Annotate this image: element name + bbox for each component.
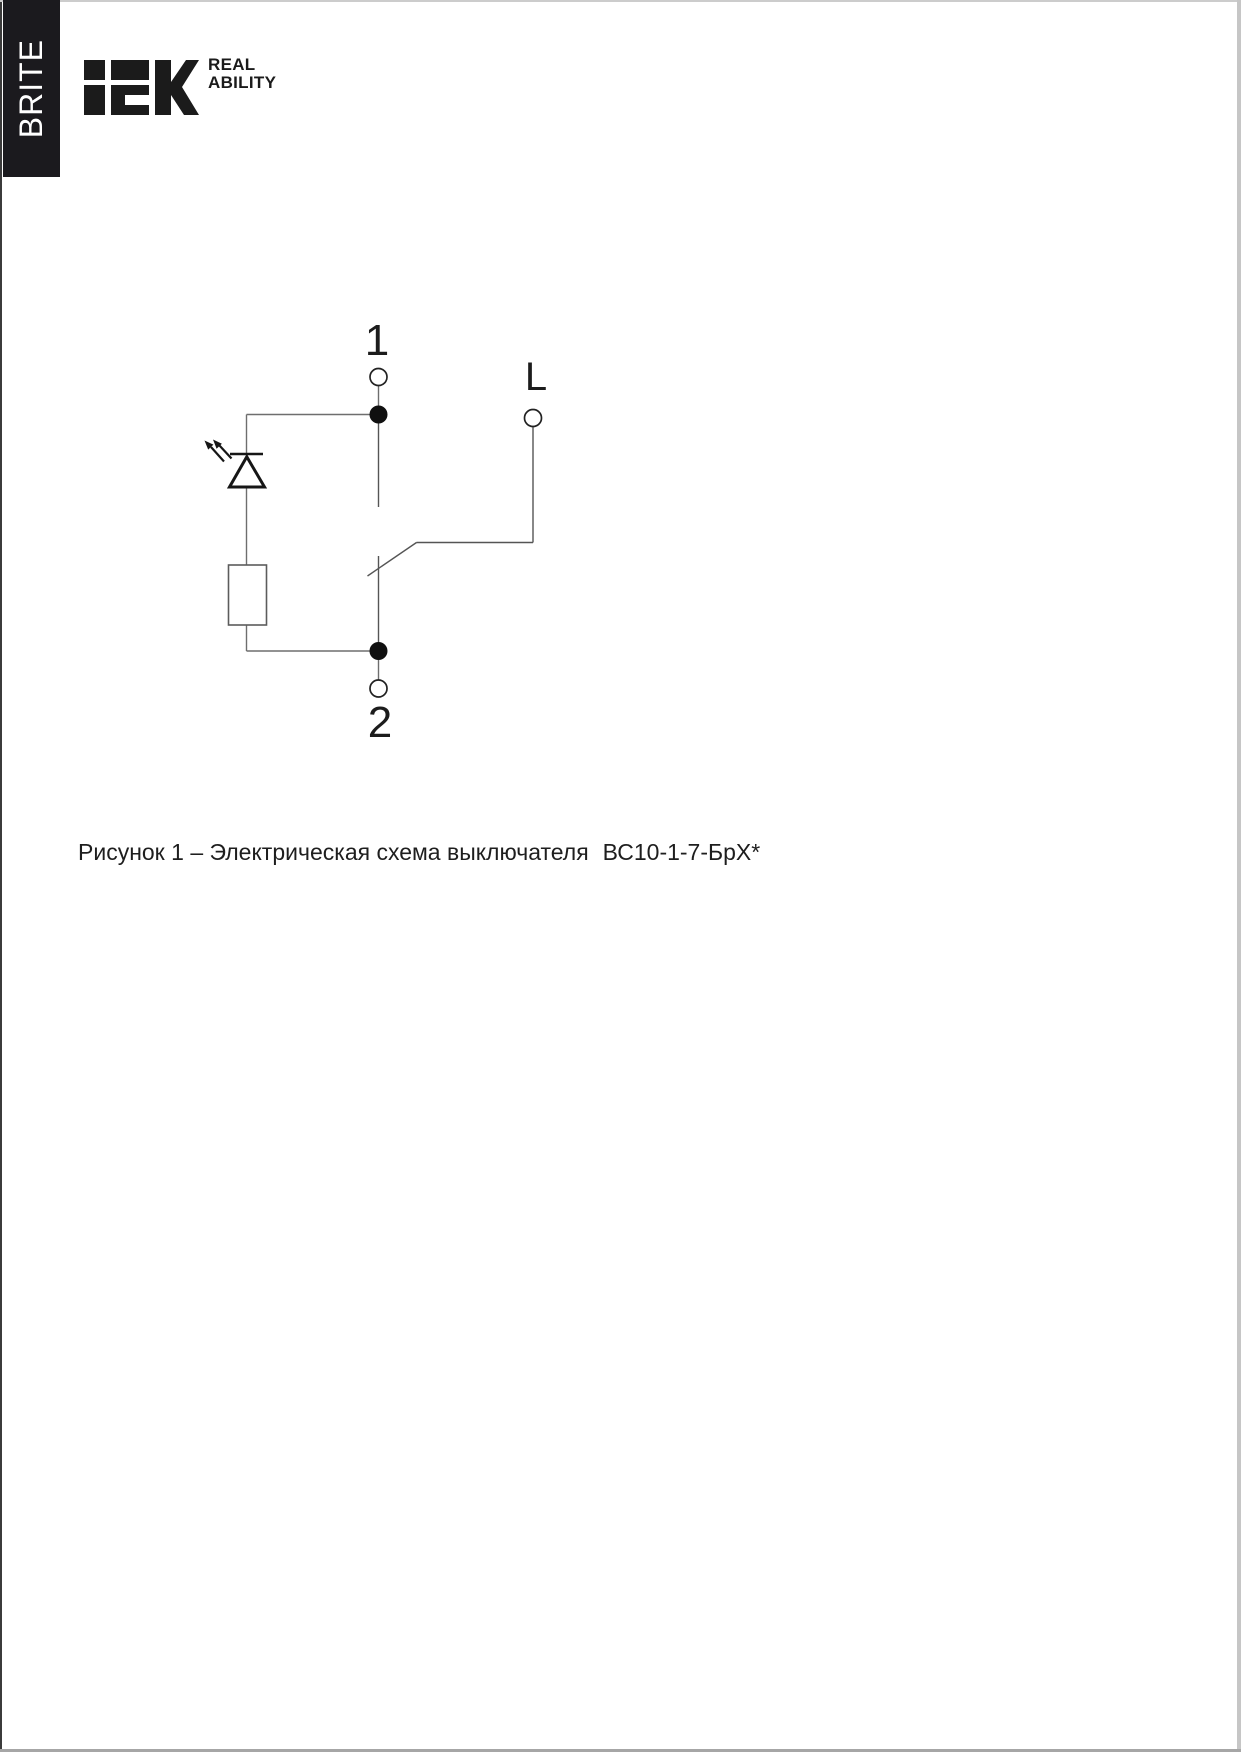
terminal-L-circle (525, 410, 542, 427)
switch-blade (368, 543, 417, 577)
brite-series-banner (3, 0, 60, 177)
figure-caption (78, 839, 760, 865)
tagline-line-1: REAL (208, 55, 256, 74)
junction-dot-bottom (370, 642, 388, 660)
page-left-edge (0, 0, 2, 1752)
junction-dot-top (370, 406, 388, 424)
switch-contact (368, 420, 534, 648)
page-right-edge (1237, 0, 1241, 1752)
iek-e-mid-bar (111, 85, 149, 95)
iek-e-top-bar (111, 60, 149, 80)
iek-e-spine (111, 95, 125, 105)
iek-logo (83, 60, 199, 117)
tagline-line-2: ABILITY (208, 73, 277, 92)
led-triangle (230, 457, 265, 487)
iek-i-stem (84, 85, 105, 115)
wires (247, 386, 379, 681)
terminal-1-label: 1 (364, 316, 390, 365)
page-top-edge (0, 0, 1241, 2)
figure-caption-model: ВС10-1-7-БрХ* (602, 839, 761, 865)
iek-k (155, 60, 199, 115)
iek-i-dot (84, 60, 105, 80)
figure-caption-text: Рисунок 1 – Электрическая схема выключателя (78, 839, 589, 865)
led-emission-arrows (205, 440, 232, 462)
iek-e-bottom-bar (111, 105, 149, 115)
iek-logo-letters (84, 60, 199, 115)
terminal-L-label: L (524, 355, 548, 399)
terminal-1-circle (370, 369, 387, 386)
terminal-2-label: 2 (367, 698, 393, 747)
brite-series-label: BRITE (13, 38, 49, 139)
terminal-2-circle (370, 680, 387, 697)
led-icon (205, 440, 265, 488)
resistor (229, 565, 267, 625)
